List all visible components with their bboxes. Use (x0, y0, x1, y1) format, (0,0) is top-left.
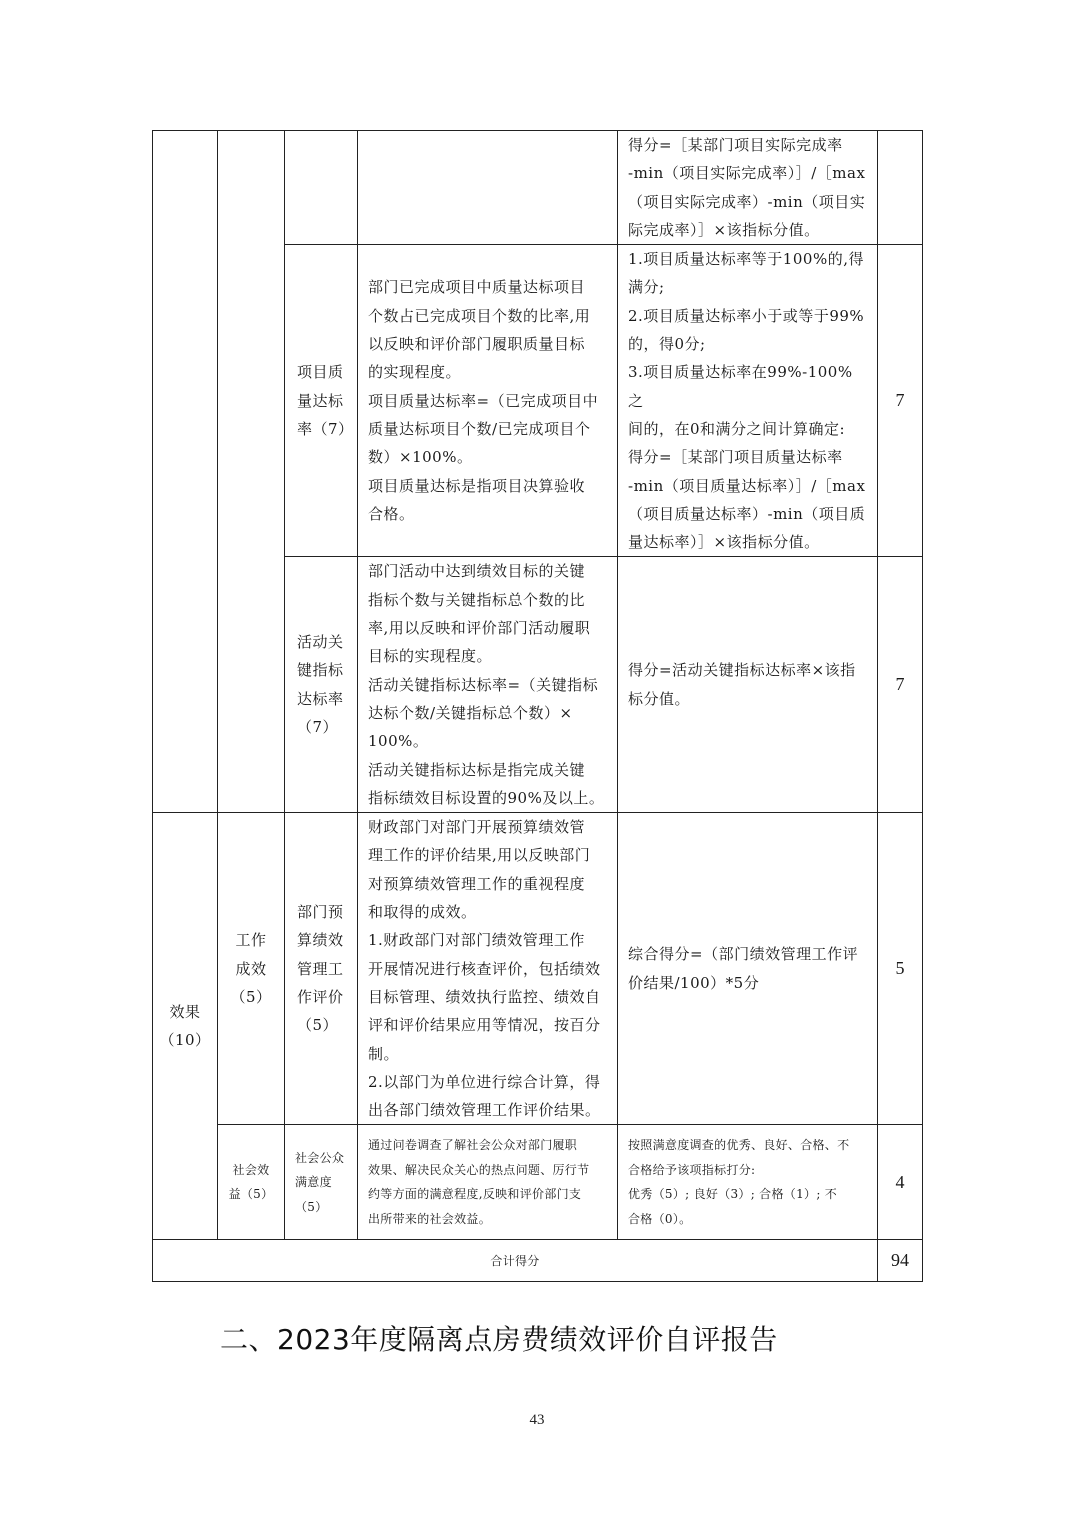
indicator-cell (285, 245, 358, 557)
indicator-text: 社会公众 满意度 （5） (295, 1150, 345, 1214)
category-cell (153, 131, 218, 813)
evaluation-table (152, 130, 923, 1282)
page-number: 43 (529, 1412, 545, 1428)
indicator-cell (285, 1125, 358, 1240)
criteria-text: 得分=［某部门项目实际完成率 -min（项目实际完成率）］/［max （项目实际完成率）-min（项目实 际完成率）］×该指标分值。 (628, 136, 866, 239)
description-cell (358, 245, 618, 557)
description-text: 部门已完成项目中质量达标项目 个数占已完成项目个数的比率,用 以反映和评价部门履职质量目标 的实现程度。 项目质量达标率=（已完成项目中 质量达标项目个数/已完成项目个 数）×100%。 项目质量达标是指项目决算验收 合格。 (368, 278, 599, 523)
subcategory-text: 社会效 益（5） (228, 1162, 274, 1202)
score-cell (878, 813, 923, 1125)
indicator-text: 项目质 量达标 率（7） (297, 363, 354, 438)
subcategory-cell (218, 1125, 285, 1240)
score-value: 5 (895, 958, 905, 979)
table-row (153, 131, 923, 245)
criteria-text: 按照满意度调查的优秀、良好、合格、不 合格给予该项指标打分: 优秀（5）; 良好（3）; 合格（1）; 不 合格（0）。 (628, 1138, 850, 1226)
criteria-cell (618, 557, 878, 813)
description-text: 财政部门对部门开展预算绩效管 理工作的评价结果,用以反映部门 对预算绩效管理工作的重视程度 和取得的成效。 1.财政部门对部门绩效管理工作 开展情况进行核查评价，包括绩效 目标管理、绩效执行监控、绩效自 评和评价结果应用等情况，按百分 制。 2.以部门为单位进行综合计算，得 出各部门绩效管理工作评价结果。 (368, 818, 601, 1120)
table-row (153, 813, 923, 1125)
criteria-cell (618, 813, 878, 1125)
indicator-cell (285, 131, 358, 245)
indicator-text: 活动关 键指标 达标率 （7） (297, 633, 344, 737)
score-cell (878, 245, 923, 557)
score-cell (878, 131, 923, 245)
description-cell (358, 1125, 618, 1240)
table-row (153, 1125, 923, 1240)
description-cell (358, 557, 618, 813)
score-value: 4 (895, 1171, 905, 1192)
score-cell (878, 1125, 923, 1240)
total-score-cell (878, 1240, 923, 1282)
score-cell (878, 557, 923, 813)
indicator-cell (285, 813, 358, 1125)
criteria-text: 综合得分=（部门绩效管理工作评 价结果/100）*5分 (628, 945, 859, 992)
total-label-cell (153, 1240, 878, 1282)
category-text: 效果 （10） (159, 1002, 211, 1050)
criteria-text: 1.项目质量达标率等于100%的,得 满分; 2.项目质量达标率小于或等于99% 的，得0分; 3.项目质量达标率在99%-100%之 间的，在0和满分之间计算确定: 得分=［某部门项目质量达标率 -min（项目质量达标率）］/［max （项目质量达标率）-min（项目质 量达标率）］×该指标分值。 (628, 250, 866, 552)
total-row (153, 1240, 923, 1282)
total-score: 94 (891, 1250, 909, 1271)
description-cell (358, 813, 618, 1125)
subcategory-text: 工作 成效 （5） (230, 931, 272, 1006)
indicator-cell (285, 557, 358, 813)
score-value: 7 (895, 390, 905, 411)
score-value: 7 (895, 674, 905, 695)
section-heading: 二、2023年度隔离点房费绩效评价自评报告 (220, 1323, 778, 1356)
description-cell (358, 131, 618, 245)
criteria-cell (618, 245, 878, 557)
description-text: 通过问卷调查了解社会公众对部门履职 效果、解决民众关心的热点问题、厉行节 约等方面的满意程度,反映和评价部门支 出所带来的社会效益。 (368, 1138, 590, 1226)
subcategory-cell (218, 131, 285, 813)
category-cell (153, 813, 218, 1240)
description-text: 部门活动中达到绩效目标的关键 指标个数与关键指标总个数的比 率,用以反映和评价部门活动履职 目标的实现程度。 活动关键指标达标率=（关键指标 达标个数/关键指标总个数）× 100%。 活动关键指标达标是指完成关键 指标绩效目标设置的90%及以上。 (368, 562, 605, 807)
indicator-text: 部门预 算绩效 管理工 作评价 （5） (297, 903, 344, 1035)
criteria-cell (618, 1125, 878, 1240)
subcategory-cell (218, 813, 285, 1125)
total-label: 合计得分 (490, 1253, 540, 1268)
criteria-cell (618, 131, 878, 245)
criteria-text: 得分=活动关键指标达标率×该指 标分值。 (628, 661, 856, 708)
